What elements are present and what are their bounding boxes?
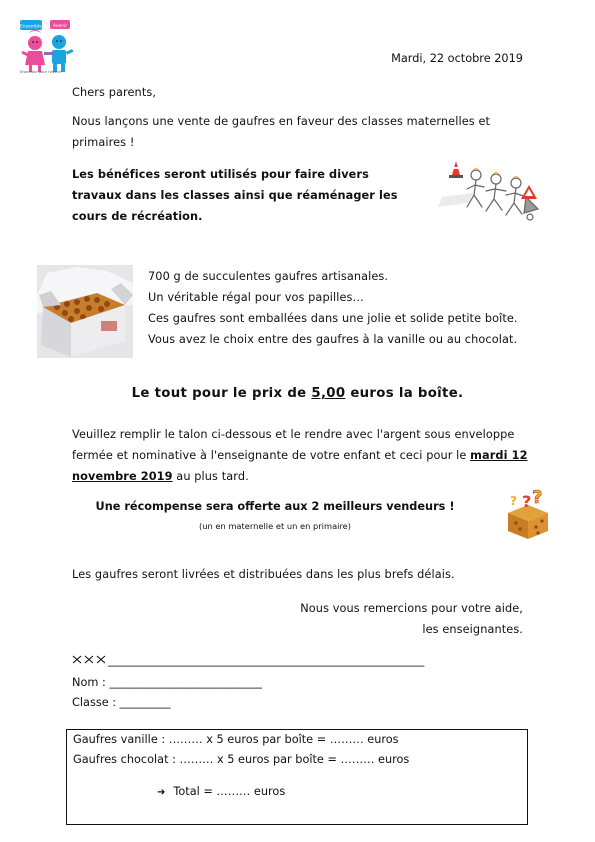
- cut-line-dashes: ________________________________________________________: [108, 654, 425, 667]
- order-box: [66, 729, 528, 825]
- order-total-line[interactable]: [157, 785, 285, 798]
- logo-tagline: Ensemble pour l'avenir: [20, 70, 62, 74]
- product-line: Ces gaufres sont emballées dans une jolie et solide petite boîte. Vous avez le choix entre des gaufres à la vanille ou au chocolat.: [148, 312, 518, 346]
- instructions-end: au plus tard.: [172, 470, 249, 483]
- product-description: [148, 266, 533, 350]
- price-amount: 5,00: [311, 386, 346, 401]
- svg-text:?: ?: [522, 492, 532, 511]
- svg-text:?: ?: [510, 494, 517, 508]
- arrow-right-icon: ➜: [157, 787, 166, 798]
- name-blank[interactable]: ___________________________: [109, 676, 262, 689]
- price-suffix: euros la boîte.: [345, 386, 464, 401]
- deadline-date: mardi 12 novembre 2019: [72, 449, 528, 483]
- instructions-paragraph: [72, 424, 542, 487]
- question-box-icon: [502, 487, 554, 539]
- svg-text:Avenir: Avenir: [52, 24, 68, 29]
- svg-text:Ensemble: Ensemble: [19, 24, 43, 30]
- name-label: Nom :: [72, 676, 110, 689]
- order-vanilla-line[interactable]: Gaufres vanille : ……… x 5 euros par boîte = ……… euros: [73, 733, 399, 746]
- product-line: 700 g de succulentes gaufres artisanales.: [148, 270, 389, 283]
- class-blank[interactable]: _________: [119, 696, 171, 709]
- order-chocolate-line[interactable]: Gaufres chocolat : ……… x 5 euros par boîte = ……… euros: [73, 753, 410, 766]
- school-logo: [18, 18, 78, 74]
- signature: les enseignantes.: [422, 623, 523, 636]
- instructions-text: Veuillez remplir le talon ci-dessous et le rendre avec l'argent sous enveloppe fermée et nominative à l'enseignante de votre enfant et ceci pour le: [72, 428, 515, 462]
- workers-illustration: [434, 157, 544, 227]
- cut-line: [72, 654, 424, 667]
- letter-date: Mardi, 22 octobre 2019: [391, 52, 523, 65]
- delivery-note: Les gaufres seront livrées et distribuées dans les plus brefs délais.: [72, 568, 455, 581]
- intro-paragraph: Nous lançons une vente de gaufres en faveur des classes maternelles et primaires !: [72, 115, 491, 149]
- price-prefix: Le tout pour le prix de: [131, 386, 312, 401]
- benefits-paragraph: Les bénéfices seront utilisés pour faire divers travaux dans les classes ainsi que réaménager les cours de récréation.: [72, 168, 398, 223]
- reward-announcement: Une récompense sera offerte aux 2 meilleurs vendeurs !: [95, 500, 455, 513]
- price-statement: [0, 386, 595, 401]
- reward-note: (un en maternelle et un en primaire): [198, 521, 352, 531]
- thanks-block: [300, 598, 523, 640]
- svg-text:?: ?: [532, 487, 543, 508]
- thanks-line: Nous vous remercions pour votre aide,: [300, 602, 523, 615]
- order-total[interactable]: Total = ……… euros: [173, 785, 286, 798]
- name-field[interactable]: [72, 676, 262, 689]
- class-label: Classe :: [72, 696, 120, 709]
- product-line: Un véritable régal pour vos papilles…: [148, 291, 364, 304]
- scissors-icon: [72, 655, 108, 664]
- greeting: Chers parents,: [72, 86, 157, 99]
- class-field[interactable]: [72, 696, 171, 709]
- waffle-box-photo: [37, 265, 133, 358]
